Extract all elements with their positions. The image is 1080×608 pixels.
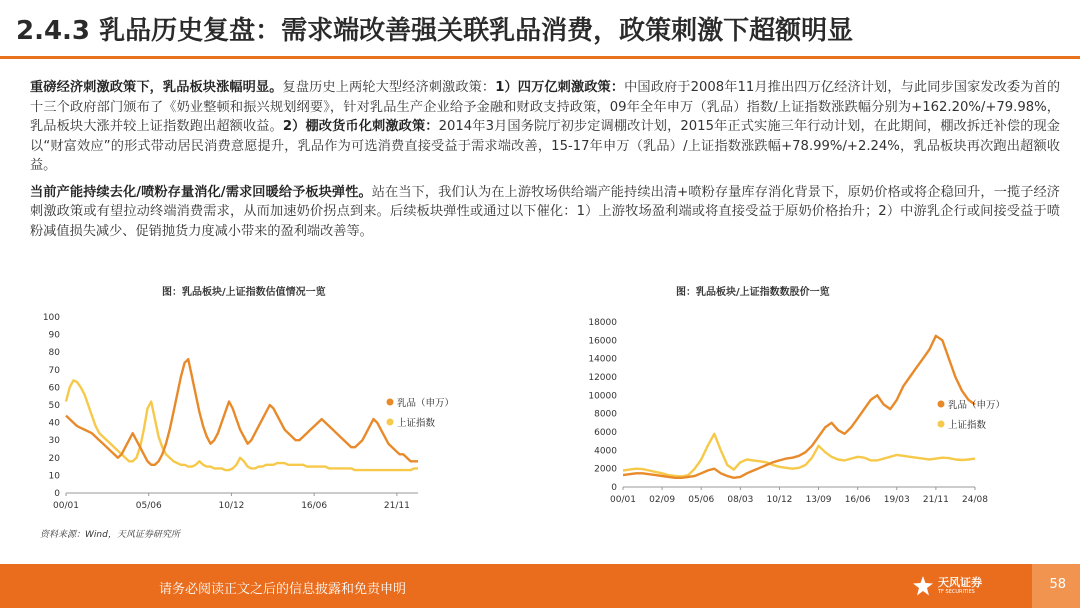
y-tick-label: 0: [611, 483, 617, 493]
disclaimer-link[interactable]: 请务必阅读正文之后的信息披露和免责申明: [159, 582, 407, 597]
x-tick-label: 16/06: [301, 501, 328, 511]
y-tick-label: 10: [48, 471, 60, 482]
page-number: 58: [1049, 577, 1066, 592]
legend-marker: [938, 421, 945, 428]
valuation-chart: [30, 305, 470, 525]
y-tick-label: 80: [48, 348, 60, 359]
x-tick-label: 02/09: [649, 495, 676, 505]
para1-bold-1: 重磅经济刺激政策下，乳品板块涨幅明显。: [30, 80, 283, 95]
page-number-box: [1032, 564, 1080, 608]
para1-text-3: 2014年3月国务院厅初步定调棚改计划，2015年正式实施三年行动计划，在此期间，棚改拆迁补偿的现金以“财富效应”的形式带动居民消费意愿提升，乳品作为可选消费直接受益于需求端改善，15-17年申万（乳品）/上证指数涨跌幅+78.99%/+2.24%，乳品板块再次跑出超额收益。: [30, 119, 1060, 173]
para2-bold-1: 当前产能持续去化/喷粉存量消化/需求回暖给予板块弹性。: [30, 184, 372, 200]
logo-subtext: TF SECURITIES: [938, 589, 975, 595]
para1-text-2: 中国政府于2008年11月推出四万亿经济计划，与此同步国家发改委为首的十三个政府部门颁布了《奶业整顿和振兴规划纲要》，针对乳品生产企业给予金融和财政支持政策，09年全年申万（乳品）指数/上证指数涨跌幅分别为+162.20%/+79.98%，乳品板块大涨并较上证指数跑出超额收益。: [30, 80, 1061, 134]
title-divider: [0, 56, 1080, 59]
chart2-title: 图：乳品板块/上证指数数股价一览: [676, 287, 830, 298]
page-title: 2.4.3 乳品历史复盘：需求端改善强关联乳品消费，政策刺激下超额明显: [16, 16, 854, 46]
x-tick-label: 00/01: [610, 495, 636, 505]
y-tick-label: 70: [48, 365, 60, 376]
x-tick-label: 16/06: [844, 495, 871, 505]
y-tick-label: 10000: [588, 391, 617, 402]
source-note: 资料来源：Wind，天风证券研究所: [40, 530, 180, 540]
legend-label: 上证指数: [948, 420, 987, 431]
y-tick-label: 12000: [588, 373, 617, 383]
y-tick-label: 100: [42, 313, 60, 323]
y-tick-label: 14000: [588, 354, 617, 365]
y-tick-label: 50: [48, 401, 60, 411]
para1-text-1: 复盘历史上两轮大型经济刺激政策：: [282, 80, 496, 95]
chart1-title: 图：乳品板块/上证指数估值情况一览: [162, 287, 326, 298]
y-tick-label: 6000: [594, 428, 617, 438]
legend-label: 上证指数: [397, 418, 436, 429]
para2-text-1: 站在当下，我们认为在上游牧场供给端产能持续出清+喷粉存量库存消化背景下，原奶价格或将企稳回升，一揽子经济刺激政策或有望拉动终端消费需求，从而加速奶价拐点到来。后续板块弹性或通过以下催化：1）上游牧场盈利端或将直接受益于原奶价格抬升；2）中游乳企行或间接受益于喷粉减值损失减少、促销抛货力度减小带来的盈利端改善等。: [30, 184, 1060, 239]
price-chart: [575, 310, 1015, 525]
y-tick-label: 90: [48, 330, 60, 341]
x-tick-label: 05/06: [688, 495, 715, 505]
y-tick-label: 18000: [588, 318, 617, 328]
x-tick-label: 21/11: [922, 495, 949, 505]
x-tick-label: 08/03: [727, 495, 754, 505]
y-tick-label: 8000: [594, 409, 617, 420]
x-tick-label: 00/01: [53, 501, 79, 511]
logo-text: 天风证券: [938, 576, 982, 589]
x-tick-label: 13/09: [805, 495, 832, 505]
legend-marker: [387, 399, 394, 406]
logo-star-icon: [912, 575, 934, 597]
legend-marker: [938, 401, 945, 408]
y-tick-label: 30: [48, 436, 60, 447]
body-text: [30, 78, 1060, 248]
y-tick-label: 40: [48, 418, 60, 429]
x-tick-label: 24/08: [962, 495, 988, 505]
para1-bold-3: 2）棚改货币化刺激政策：: [282, 119, 439, 134]
legend-marker: [387, 419, 394, 426]
y-tick-label: 16000: [588, 336, 617, 347]
para1-bold-2: 1）四万亿刺激政策：: [495, 80, 625, 95]
company-logo: [912, 573, 1012, 601]
x-tick-label: 19/03: [883, 495, 910, 505]
x-tick-label: 21/11: [383, 501, 410, 511]
series-line-0: [623, 336, 975, 478]
paragraph-1: [30, 78, 1060, 176]
x-tick-label: 10/12: [218, 501, 245, 511]
footer-bar: [0, 564, 1080, 608]
series-line-0: [66, 359, 418, 465]
x-tick-label: 10/12: [766, 495, 793, 505]
y-tick-label: 0: [54, 489, 60, 499]
y-tick-label: 20: [48, 453, 60, 464]
y-tick-label: 2000: [594, 464, 617, 475]
y-tick-label: 60: [48, 383, 60, 394]
x-tick-label: 05/06: [135, 501, 162, 511]
legend-label: 乳品（申万）: [948, 400, 1006, 411]
paragraph-2: [30, 183, 1060, 242]
legend-label: 乳品（申万）: [397, 398, 455, 409]
y-tick-label: 4000: [594, 446, 617, 457]
